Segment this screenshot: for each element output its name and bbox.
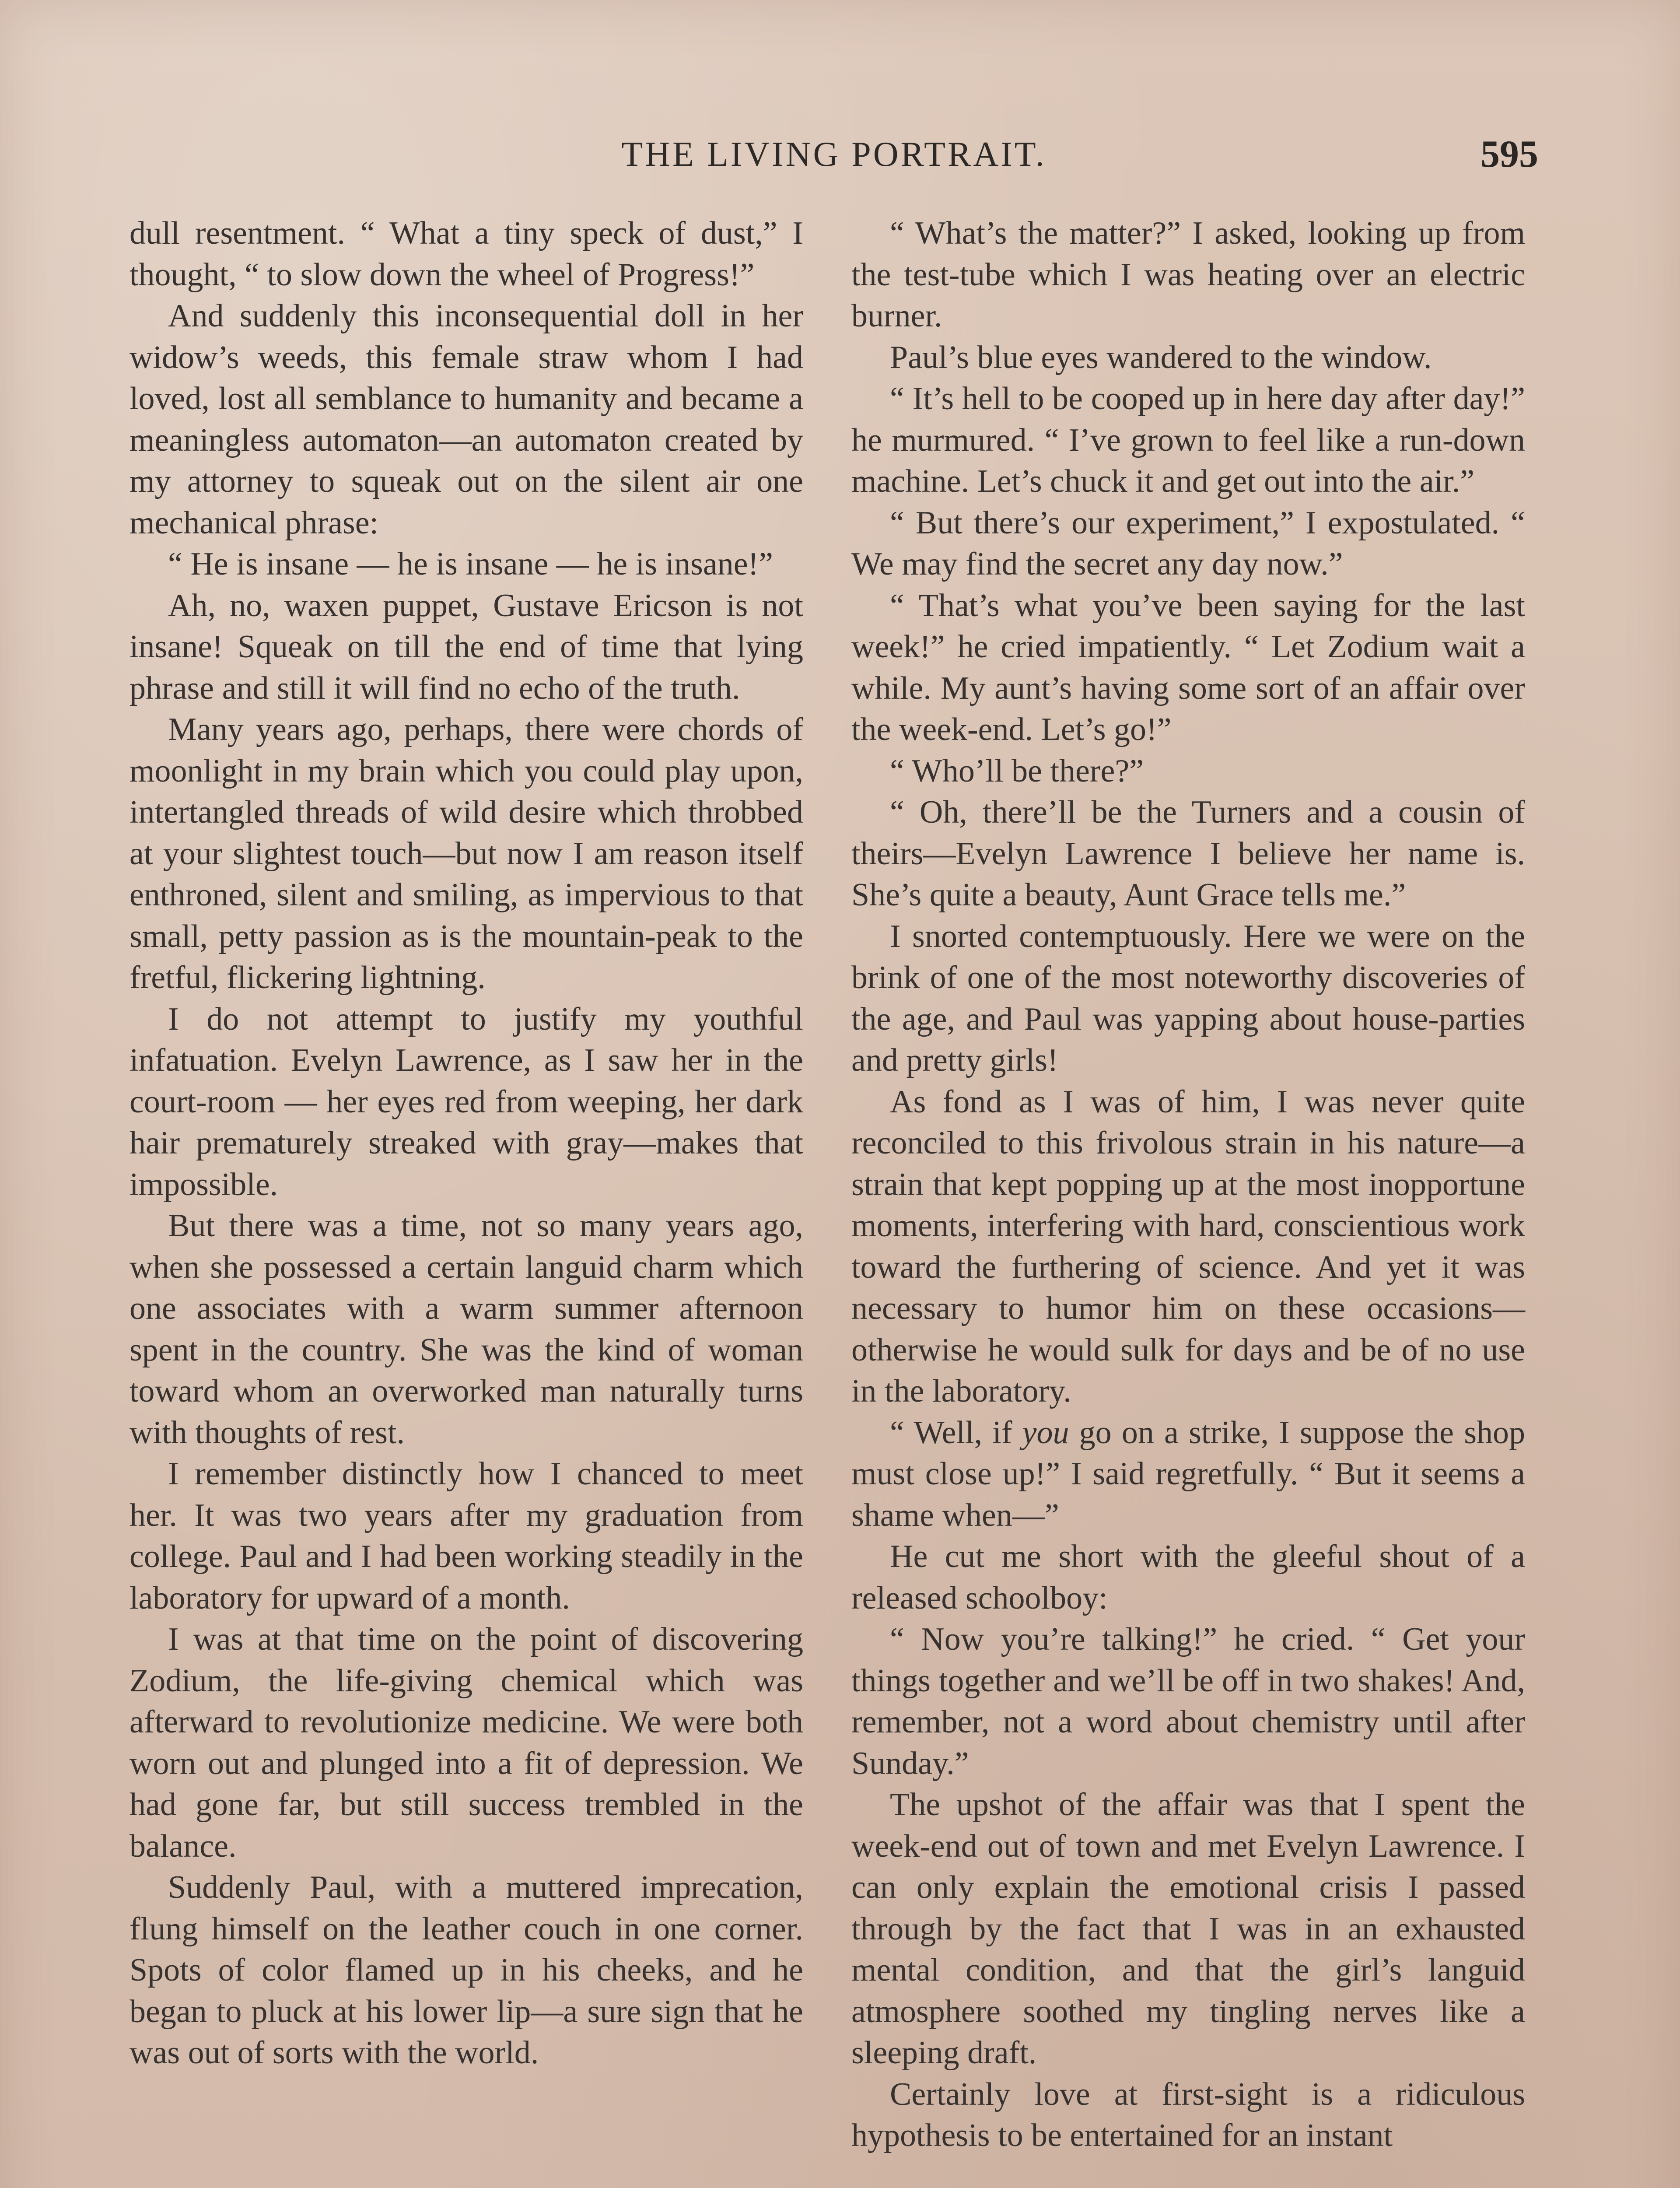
- page-number: 595: [1480, 133, 1538, 175]
- running-title: THE LIVING PORTRAIT.: [621, 135, 1046, 174]
- left-paragraph-2: And suddenly this inconsequential doll in her widow’s weeds, this female straw whom I had loved, lost all semblance to humanity and became a meaningless automaton—an automaton created by my attorney to squeak out on the silent air one mechanical phrase:: [130, 298, 803, 541]
- right-paragraph-6: “ Who’ll be there?”: [890, 753, 1144, 789]
- left-paragraph-6: I do not attempt to justify my youthful infatuation. Evelyn Lawrence, as I saw her in the court-room — her eyes red from weeping, her dark hair prematurely streaked with gray—makes that impossible.: [130, 1001, 803, 1203]
- right-text-column: [851, 213, 1525, 2156]
- emphasis-you: you: [1022, 1414, 1069, 1451]
- right-paragraph-10: [851, 1412, 1525, 1536]
- right-paragraph-10-before: “ Well, if: [890, 1414, 1022, 1451]
- right-paragraph-1: “ What’s the matter?” I asked, looking up from the test-tube which I was heating over an electric burner.: [851, 215, 1525, 334]
- left-paragraph-9: I was at that time on the point of discovering Zodium, the life-giving chemical which was afterward to revolutionize medicine. We were both worn out and plunged into a fit of depression. We had gone far, but still success trembled in the balance.: [130, 1621, 803, 1864]
- left-paragraph-1: dull resentment. “ What a tiny speck of dust,” I thought, “ to slow down the wheel of Progress!”: [130, 215, 803, 293]
- right-paragraph-10-after: go on a strike, I suppose the shop must close up!” I said regretfully. “ But it seems a shame when—”: [851, 1414, 1525, 1533]
- left-paragraph-8: I remember distinctly how I chanced to meet her. It was two years after my graduation from college. Paul and I had been working steadily in the laboratory for upward of a month.: [130, 1456, 803, 1616]
- left-text-column: [130, 213, 803, 2074]
- left-paragraph-7: But there was a time, not so many years ago, when she possessed a certain languid charm which one associates with a warm summer afternoon spent in the country. She was the kind of woman toward whom an overworked man naturally turns with thoughts of rest.: [130, 1208, 803, 1451]
- right-paragraph-2: Paul’s blue eyes wandered to the window.: [890, 339, 1432, 375]
- right-paragraph-7: “ Oh, there’ll be the Turners and a cousin of theirs—Evelyn Lawrence I believe her name is. She’s quite a beauty, Aunt Grace tells me.”: [851, 794, 1525, 913]
- right-paragraph-3: “ It’s hell to be cooped up in here day after day!” he murmured. “ I’ve grown to feel like a run-down machine. Let’s chuck it and get out into the air.”: [851, 381, 1525, 499]
- right-paragraph-4: “ But there’s our experiment,” I expostulated. “ We may find the secret any day now.”: [851, 505, 1525, 582]
- right-paragraph-9: As fond as I was of him, I was never quite reconciled to this frivolous strain in his nature—a strain that kept popping up at the most inopportune moments, interfering with hard, conscientious work toward the furthering of science. And yet it was necessary to humor him on these occasions—otherwise he would sulk for days and be of no use in the laboratory.: [851, 1083, 1525, 1409]
- right-paragraph-13: The upshot of the affair was that I spent the week-end out of town and met Evelyn Lawrence. I can only explain the emotional crisis I passed through by the fact that I was in an exhausted mental condition, and that the girl’s languid atmosphere soothed my tingling nerves like a sleeping draft.: [851, 1787, 1525, 2071]
- right-paragraph-11: He cut me short with the gleeful shout of a released schoolboy:: [851, 1539, 1525, 1616]
- running-header: [130, 130, 1538, 179]
- left-paragraph-4: Ah, no, waxen puppet, Gustave Ericson is not insane! Squeak on till the end of time that lying phrase and still it will find no echo of the truth.: [130, 587, 803, 706]
- right-paragraph-12: “ Now you’re talking!” he cried. “ Get your things together and we’ll be off in two shakes! And, remember, not a word about chemistry until after Sunday.”: [851, 1621, 1525, 1781]
- right-paragraph-8: I snorted contemptuously. Here we were on the brink of one of the most noteworthy discoveries of the age, and Paul was yapping about house-parties and pretty girls!: [851, 918, 1525, 1078]
- left-paragraph-5: Many years ago, perhaps, there were chords of moonlight in my brain which you could play upon, intertangled threads of wild desire which throbbed at your slightest touch—but now I am reason itself enthroned, silent and smiling, as impervious to that small, petty passion as is the mountain-peak to the fretful, flickering lightning.: [130, 712, 803, 996]
- right-paragraph-14: Certainly love at first-sight is a ridiculous hypothesis to be entertained for an instant: [851, 2076, 1525, 2153]
- left-paragraph-10: Suddenly Paul, with a muttered imprecation, flung himself on the leather couch in one corner. Spots of color flamed up in his cheeks, and he began to pluck at his lower lip—a sure sign that he was out of sorts with the world.: [130, 1869, 803, 2071]
- left-paragraph-3: “ He is insane — he is insane — he is insane!”: [168, 546, 774, 582]
- right-paragraph-5: “ That’s what you’ve been saying for the last week!” he cried impatiently. “ Let Zodium wait a while. My aunt’s having some sort of an affair over the week-end. Let’s go!”: [851, 587, 1525, 747]
